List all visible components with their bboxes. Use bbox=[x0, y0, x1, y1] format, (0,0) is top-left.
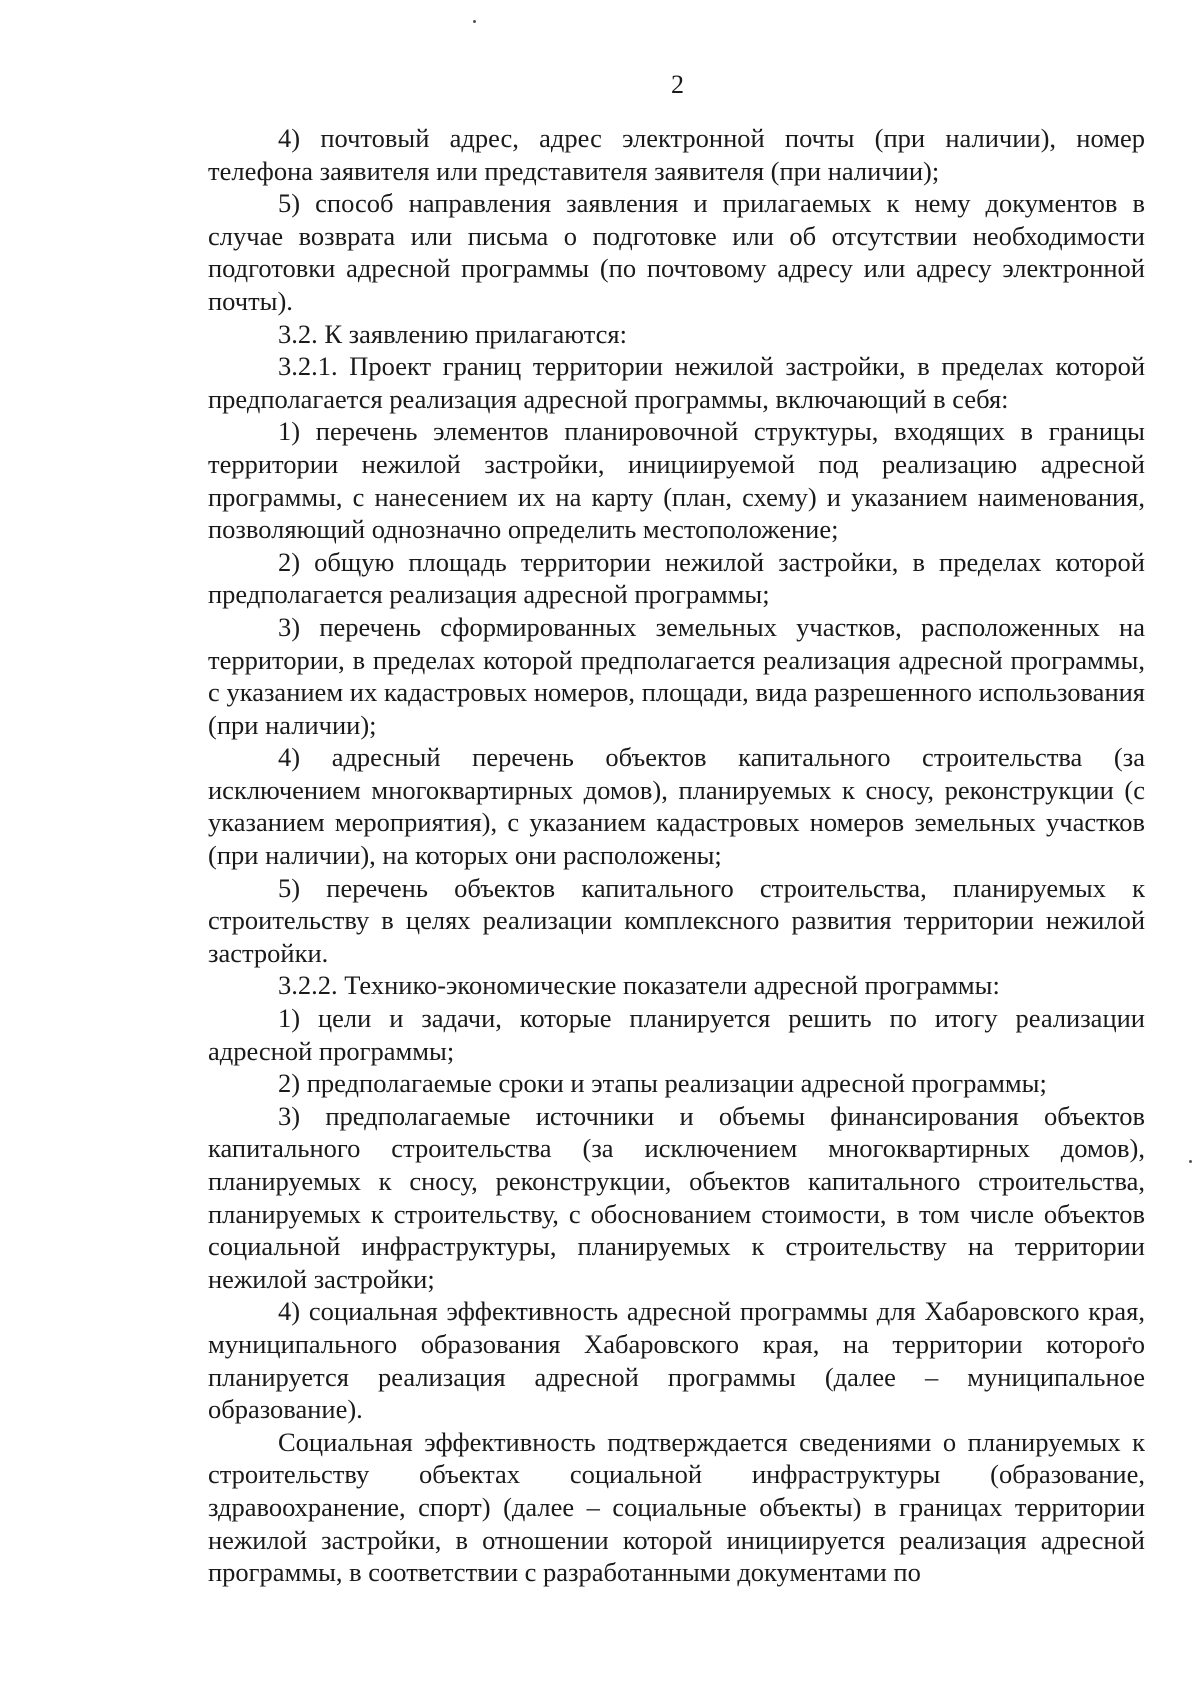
paragraph-3-2-2-item-1: 1) цели и задачи, которые планируется решить по итогу реализации адресной программы; bbox=[208, 1003, 1145, 1066]
page-number: 2 bbox=[671, 70, 684, 99]
paragraph-social-effectiveness: Социальная эффективность подтверждается сведениями о планируемых к строительству объектах социальной инфраструктуры (образование, здравоохранение, спорт) (далее – социальные объекты) в границах территории нежилой застройки, в отношении которой инициируется реализация адресной программы, в соответствии с разработанными документами по bbox=[208, 1426, 1145, 1588]
scan-speck bbox=[1189, 1160, 1192, 1163]
paragraph-3-2-1-item-3: 3) перечень сформированных земельных участков, расположенных на территории, в пределах которой предполагается реализация адресной программы, с указанием их кадастровых номеров, площади, вида разрешенного использования (при наличии); bbox=[208, 611, 1145, 740]
paragraph-section-3-2-1: 3.2.1. Проект границ территории нежилой застройки, в пределах которой предполагается реализация адресной программы, включающий в себя: bbox=[208, 351, 1145, 414]
paragraph-3-2-2-item-3: 3) предполагаемые источники и объемы финансирования объектов капитального строительства (за исключением многоквартирных домов), планируемых к сносу, реконструкции, объектов капитального строительства, планируемых к строительству, с обоснованием стоимости, в том числе объектов социальной инфраструктуры, планируемых к строительству на территории нежилой застройки; bbox=[208, 1100, 1145, 1294]
paragraph-section-3-2: 3.2. К заявлению прилагаются: bbox=[278, 318, 627, 349]
paragraph-3-2-2-item-2: 2) предполагаемые сроки и этапы реализации адресной программы; bbox=[278, 1068, 1047, 1099]
paragraph-3-2-1-item-1: 1) перечень элементов планировочной структуры, входящих в границы территории нежилой застройки, инициируемой под реализацию адресной программы, с нанесением их на карту (план, схему) и указанием наименования, позволяющий однозначно определить местоположение; bbox=[208, 416, 1145, 545]
paragraph-3-2-1-item-2: 2) общую площадь территории нежилой застройки, в пределах которой предполагается реализация адресной программы; bbox=[208, 546, 1145, 610]
paragraph-3-2-1-item-5: 5) перечень объектов капитального строительства, планируемых к строительству в целях реализации комплексного развития территории нежилой застройки. bbox=[208, 872, 1145, 968]
paragraph-section-3-2-2: 3.2.2. Технико-экономические показатели адресной программы: bbox=[278, 970, 1000, 1001]
paragraph-3-2-1-item-4: 4) адресный перечень объектов капитального строительства (за исключением многоквартирных домов), планируемых к сносу, реконструкции (с указанием мероприятия), с указанием кадастровых номеров земельных участков (при наличии), на которых они расположены; bbox=[208, 742, 1145, 871]
paragraph-3-2-2-item-4: 4) социальная эффективность адресной программы для Хабаровского края, муниципального образования Хабаровского края, на территории которого планируется реализация адресной программы (далее – муниципальное образование). bbox=[208, 1296, 1145, 1425]
scan-speck bbox=[473, 20, 476, 23]
paragraph-item-4-contacts: 4) почтовый адрес, адрес электронной почты (при наличии), номер телефона заявителя или представителя заявителя (при наличии); bbox=[208, 123, 1145, 186]
document-body bbox=[208, 122, 1145, 1589]
paragraph-item-5-delivery-method: 5) способ направления заявления и прилагаемых к нему документов в случае возврата или письма о подготовке или об отсутствии необходимости подготовки адресной программы (по почтовому адресу или адресу электронной почты). bbox=[208, 188, 1145, 316]
